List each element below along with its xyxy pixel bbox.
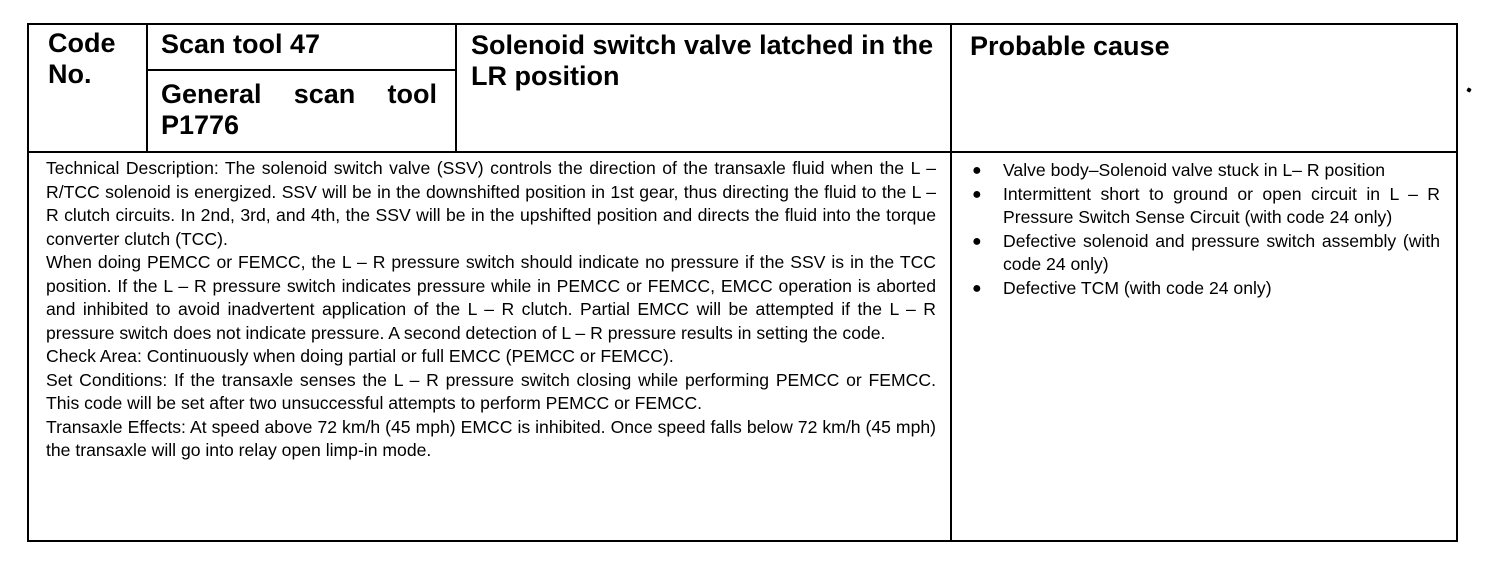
- divider-cause-column: [950, 23, 952, 542]
- check-area-paragraph: Check Area: Continuously when doing partial or full EMCC (PEMCC or FEMCC).: [46, 346, 674, 366]
- cause-text: Defective TCM (with code 24 only): [1003, 277, 1272, 298]
- cause-text: Defective solenoid and pressure switch assembly (with code 24 only): [1003, 230, 1440, 274]
- code-no-heading: Code No.: [48, 28, 116, 89]
- cause-text: Intermittent short to ground or open circuit in L – R Pressure Switch Sense Circuit (with code 24 only): [1003, 183, 1440, 227]
- probable-cause-heading: Probable cause: [970, 31, 1170, 61]
- bullet-icon: ●: [972, 232, 982, 250]
- list-item: [970, 183, 1440, 230]
- pemcc-behaviour-paragraph: When doing PEMCC or FEMCC, the L – R pressure switch should indicate no pressure if the SSV is in the TCC position. If the L – R pressure switch indicates pressure while in PEMCC or FEMCC, EMCC operation is aborted and inhibited to avoid inadvertent application of the L – R clutch. Partial EMCC will be attempted if the L – R pressure switch does not indicate pressure. A second detection of L – R pressure results in setting the code.: [46, 252, 936, 343]
- divider-scan-tool-row: [146, 69, 457, 71]
- list-item: [970, 277, 1440, 301]
- set-conditions-paragraph: Set Conditions: If the transaxle senses the L – R pressure switch closing while performing PEMCC or FEMCC. This code will be set after two unsuccessful attempts to perform PEMCC or FEMCC.: [46, 369, 936, 413]
- divider-header-row: [27, 151, 1458, 153]
- bullet-icon: ●: [972, 279, 982, 297]
- technical-description-paragraph: Technical Description: The solenoid switch valve (SSV) controls the direction of the transaxle fluid when the L – R/TCC solenoid is energized. SSV will be in the downshifted position in 1st gear, thus directing the fluid to the L – R clutch circuits. In 2nd, 3rd, and 4th, the SSV will be in the upshifted position and directs the fluid into the torque converter clutch (TCC).: [46, 158, 936, 249]
- probable-cause-list: [970, 159, 1440, 300]
- bullet-icon: ●: [972, 162, 982, 179]
- general-scan-tool-code: P1776: [161, 110, 240, 140]
- technical-description: [46, 157, 936, 463]
- bullet-icon: ●: [972, 185, 982, 203]
- transaxle-effects-paragraph: Transaxle Effects: At speed above 72 km/h (45 mph) EMCC is inhibited. Once speed falls below 72 km/h (45 mph) the transaxle will go into relay open limp-in mode.: [46, 416, 936, 460]
- scan-speck-mark: [1466, 87, 1471, 92]
- cause-text: Valve body–Solenoid valve stuck in L– R position: [1003, 160, 1386, 180]
- divider-code-column: [146, 23, 148, 153]
- scan-tool-heading: Scan tool 47: [161, 29, 321, 59]
- general-scan-tool-label: General scan tool: [161, 79, 437, 109]
- fault-title: Solenoid switch valve latched in the LR position: [471, 30, 934, 91]
- divider-scan-column: [455, 23, 457, 153]
- list-item: [970, 159, 1440, 183]
- list-item: [970, 230, 1440, 277]
